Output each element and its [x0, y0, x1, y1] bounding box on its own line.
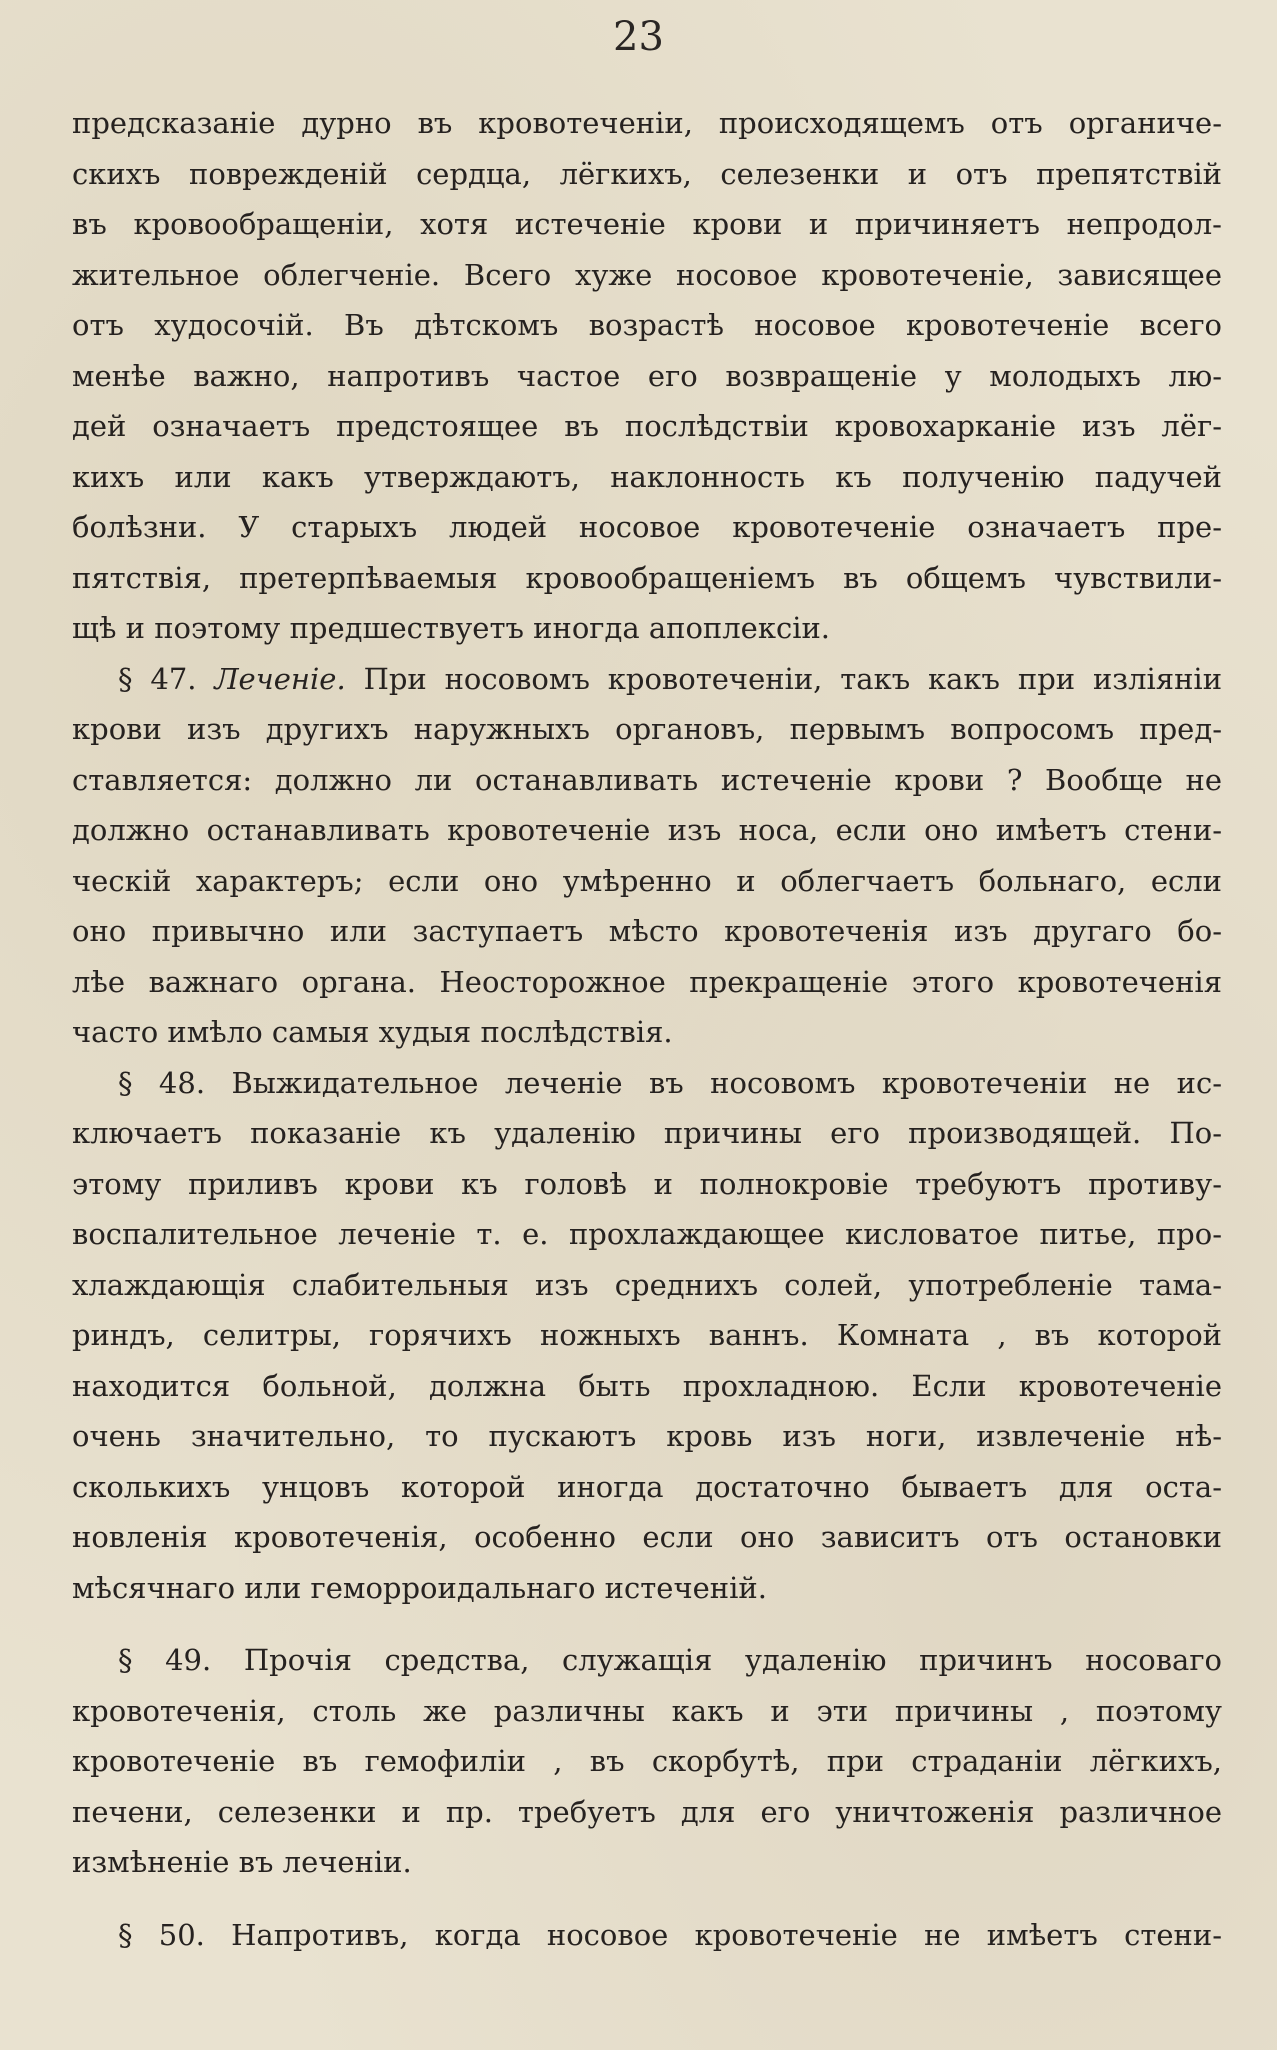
text-line: новленія кровотеченія, особенно если оно зависитъ отъ остановки — [72, 1520, 1222, 1554]
section-first-line — [72, 1635, 1222, 1686]
paragraph-continuation — [72, 98, 1222, 654]
section-marker: § 47. — [118, 661, 197, 696]
text-line: отъ худосочій. Въ дѣтскомъ возрастѣ носовое кровотеченіе всего — [72, 308, 1222, 342]
text-line: очень значительно, то пускаютъ кровь изъ ноги, извлеченіе нѣ- — [72, 1419, 1222, 1453]
section-50 — [72, 1910, 1222, 1961]
page-number: 23 — [613, 14, 664, 60]
section-47 — [72, 654, 1222, 1058]
text-span: Прочія средства, служащія удаленію причинъ носоваго — [243, 1643, 1222, 1677]
text-line: лѣе важнаго органа. Неосторожное прекращеніе этого кровотеченія — [72, 964, 1222, 999]
text-line: кровотеченія, столь же различны какъ и эти причины , поэтому — [72, 1693, 1222, 1728]
text-line: болѣзни. У старыхъ людей носовое кровотеченіе означаетъ пре- — [72, 510, 1222, 544]
text-span: Выжидательное леченіе въ носовомъ кровотеченіи не ис- — [231, 1065, 1223, 1100]
text-line: печени, селезенки и пр. требуетъ для его уничтоженія различное — [72, 1794, 1222, 1829]
text-span: При носовомъ кровотеченіи, такъ какъ при изліяніи — [363, 661, 1223, 696]
section-first-line — [72, 1058, 1222, 1109]
text-line: риндъ, селитры, горячихъ ножныхъ ваннъ. Комната , въ которой — [72, 1318, 1222, 1352]
text-line: скихъ поврежденій сердца, лёгкихъ, селезенки и отъ препятствій — [72, 156, 1222, 191]
text-line: должно останавливать кровотеченіе изъ носа, если оно имѣетъ стени- — [72, 813, 1222, 847]
paragraph-gap — [72, 1888, 1222, 1910]
section-48 — [72, 1058, 1222, 1614]
text-line: кихъ или какъ утверждаютъ, наклонность къ полученію падучей — [72, 459, 1222, 494]
text-line: кровотеченіе въ гемофиліи , въ скорбутѣ, при страданіи лёгкихъ, — [72, 1744, 1222, 1778]
text-line: мѣсячнаго или геморроидальнаго истеченій. — [72, 1570, 767, 1605]
text-line: въ кровообращеніи, хотя истеченіе крови и причиняетъ непродол- — [72, 207, 1222, 241]
text-line: ставляется: должно ли останавливать истеченіе крови ? Вообще не — [72, 762, 1222, 797]
text-span: Напротивъ, когда носовое кровотеченіе не имѣетъ стени- — [231, 1917, 1222, 1952]
section-49 — [72, 1635, 1222, 1888]
section-title: Леченіе. — [214, 661, 346, 696]
section-marker: § 49. — [118, 1643, 212, 1677]
text-line: хлаждающія слабительныя изъ среднихъ солей, употребленіе тама- — [72, 1267, 1222, 1302]
text-line: крови изъ другихъ наружныхъ органовъ, первымъ вопросомъ пред- — [72, 712, 1222, 746]
text-line: измѣненіе въ леченіи. — [72, 1845, 412, 1879]
section-marker: § 48. — [118, 1065, 206, 1100]
text-line: ключаетъ показаніе къ удаленію причины его производящей. По- — [72, 1116, 1222, 1150]
text-line: менѣе важно, напротивъ частое его возвращеніе у молодыхъ лю- — [72, 358, 1222, 393]
text-line: щѣ и поэтому предшествуетъ иногда апоплексіи. — [72, 611, 831, 645]
text-line: пятствія, претерпѣваемыя кровообращеніемъ въ общемъ чувствили- — [72, 560, 1222, 595]
text-line: этому приливъ крови къ головѣ и полнокровіе требуютъ противу- — [72, 1166, 1222, 1201]
text-line: воспалительное леченіе т. е. прохлаждающее кисловатое питье, про- — [72, 1217, 1222, 1251]
text-line: оно привычно или заступаетъ мѣсто кровотеченія изъ другаго бо- — [72, 914, 1222, 948]
text-line: дей означаетъ предстоящее въ послѣдствіи кровохарканіе изъ лёг- — [72, 409, 1222, 443]
paragraph-gap — [72, 1613, 1222, 1635]
section-first-line — [72, 1910, 1222, 1961]
section-first-line — [72, 654, 1222, 705]
text-line: жительное облегченіе. Всего хуже носовое кровотеченіе, зависящее — [72, 257, 1222, 292]
body-text — [72, 98, 1222, 1960]
text-line: предсказаніе дурно въ кровотеченіи, происходящемъ отъ органиче- — [72, 106, 1222, 140]
section-marker: § 50. — [118, 1917, 205, 1952]
text-line: сколькихъ унцовъ которой иногда достаточно бываетъ для оста- — [72, 1469, 1222, 1504]
text-line: ческій характеръ; если оно умѣренно и облегчаетъ больнаго, если — [72, 863, 1222, 898]
text-line: часто имѣло самыя худыя послѣдствія. — [72, 1015, 673, 1049]
text-line: находится больной, должна быть прохладною. Если кровотеченіе — [72, 1368, 1222, 1403]
